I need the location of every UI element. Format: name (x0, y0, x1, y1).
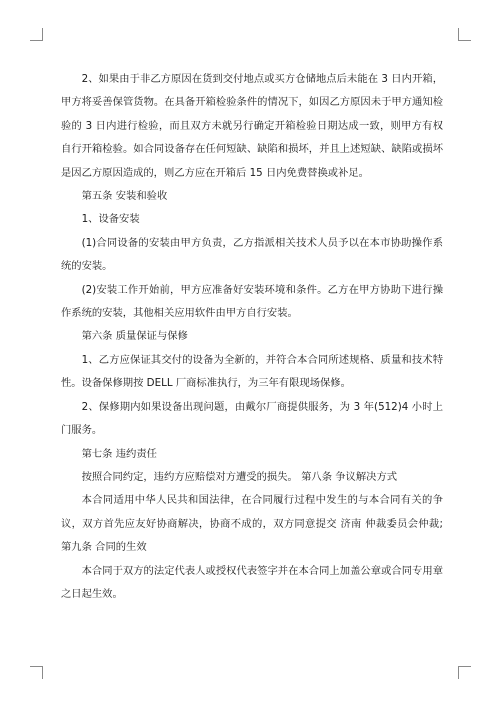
paragraph-liability: 按照合同约定，违约方应赔偿对方遭受的损失。 第八条 争议解决方式 (81, 470, 398, 483)
paragraph-dispute-resolution: 本合同适用中华人民共和国法律，在合同履行过程中发生的与本合同有关的争议，双方首先应友好协商解决，协商不成的，双方同意提交 济南 仲裁委员会仲裁; 第九条 合同的生效 (61, 494, 447, 554)
heading-article-6: 第六条 质量保证与保修 (81, 330, 188, 343)
heading-article-7: 第七条 违约责任 (81, 447, 157, 460)
crop-mark-top-left (30, 28, 43, 41)
paragraph-effectiveness: 本合同于双方的法定代表人或授权代表签字并在本合同上加盖公章或合同专用章之日起生效。 (61, 564, 443, 600)
document-page (61, 68, 447, 606)
heading-article-5: 第五条 安装和验收 (81, 190, 168, 203)
paragraph-unpacking-inspection: 2、如果由于非乙方原因在货到交付地点或买方仓储地点后未能在 3 日内开箱，甲方将妥善保管货物。在具备开箱检验条件的情况下，如因乙方原因未于甲方通知检验的 3 日内进行检验，而且双方未就另行确定开箱检验日期达成一致，则甲方有权自行开箱检验。如合同设备存在任何短缺、缺陷和损坏，并且上述短缺、缺陷或损坏是因乙方原因造成的，则乙方应在开箱后 15 日内免费替换或补足。 (61, 73, 443, 179)
paragraph-installation-responsibility: (1)合同设备的安装由甲方负责，乙方指派相关技术人员予以在本市协助操作系统的安装。 (61, 236, 443, 273)
crop-mark-top-right (458, 28, 471, 41)
paragraph-quality-guarantee: 1、乙方应保证其交付的设备为全新的，并符合本合同所述规格、质量和技术特性。设备保修期按 DELL 厂商标准执行，为三年有限现场保修。 (61, 353, 443, 390)
subheading-equipment-installation: 1、设备安装 (81, 213, 140, 226)
crop-mark-bottom-right (458, 666, 471, 679)
crop-mark-bottom-left (30, 666, 43, 679)
paragraph-warranty-service: 2、保修期内如果设备出现问题，由戴尔厂商提供服务，为 3 年(512)4 小时上门服务。 (61, 400, 443, 437)
paragraph-installation-preparation: (2)安装工作开始前，甲方应准备好安装环境和条件。乙方在甲方协助下进行操作系统的安装，其他相关应用软件由甲方自行安装。 (61, 283, 443, 320)
